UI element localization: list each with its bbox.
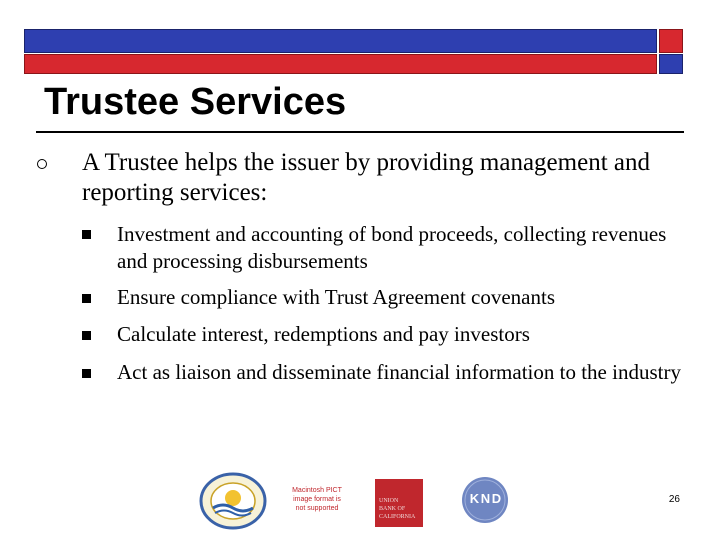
seal-logo	[199, 472, 267, 530]
sub-bullet-2: Ensure compliance with Trust Agreement covenants	[117, 285, 555, 309]
sub-bullet-1: Investment and accounting of bond proceeds, collecting revenues and processing disbursements	[117, 222, 667, 273]
knd-text: K N D	[469, 491, 501, 506]
union-bank-line-2: BANK OF	[379, 506, 406, 512]
filled-square-icon	[82, 331, 91, 340]
hollow-circle-icon	[37, 159, 47, 169]
filled-square-icon	[82, 294, 91, 303]
unsupported-image-placeholder	[289, 486, 345, 520]
filled-square-icon	[82, 230, 91, 239]
placeholder-text: Macintosh PICT image format is not supported	[292, 487, 342, 512]
page-number: 26	[668, 494, 680, 505]
union-bank-line-1: UNION	[379, 498, 399, 504]
title-underline	[36, 131, 684, 133]
sub-bullet-3: Calculate interest, redemptions and pay investors	[117, 322, 530, 346]
header-blue-square	[659, 54, 683, 74]
header-blue-bar	[24, 29, 657, 53]
slide-title: Trustee Services	[44, 81, 347, 123]
sub-bullet-4: Act as liaison and disseminate financial information to the industry	[117, 360, 681, 384]
knd-logo	[461, 476, 509, 524]
filled-square-icon	[82, 369, 91, 378]
main-bullet-text: A Trustee helps the issuer by providing management and reporting services:	[82, 149, 650, 206]
union-bank-line-3: CALIFORNIA	[379, 514, 416, 520]
header-red-bar	[24, 54, 657, 74]
header-red-square	[659, 29, 683, 53]
union-bank-logo	[375, 479, 423, 527]
